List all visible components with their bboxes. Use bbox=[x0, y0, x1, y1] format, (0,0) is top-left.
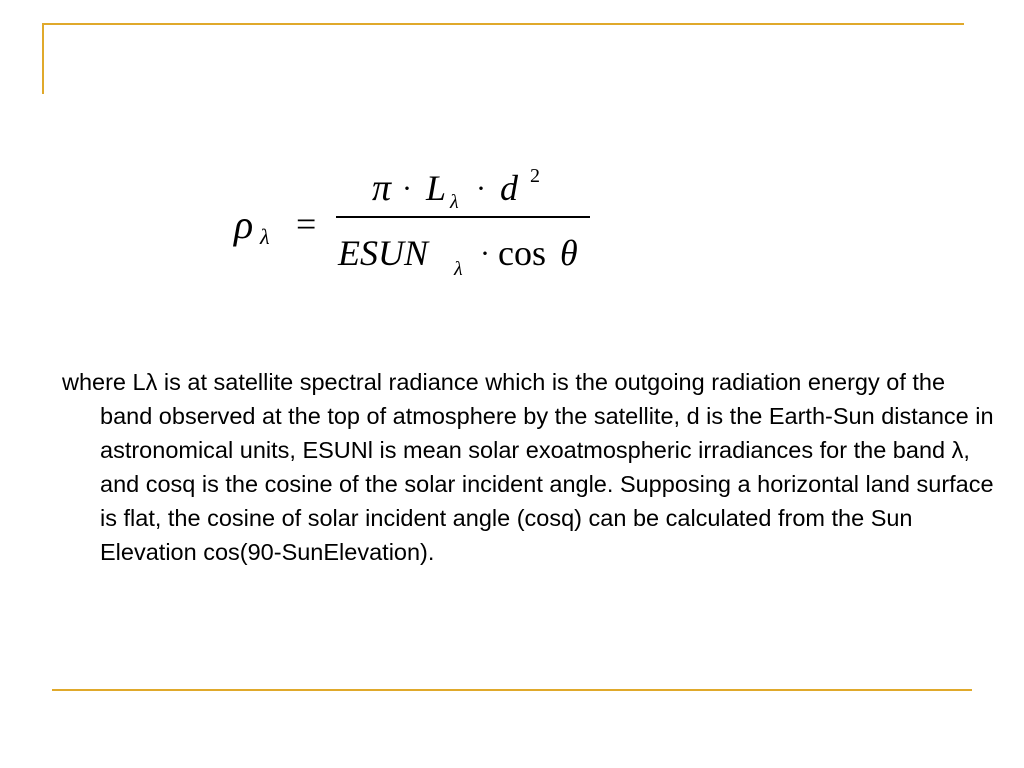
reflectance-equation bbox=[230, 160, 610, 280]
equals-sign: = bbox=[296, 204, 317, 244]
numerator-d: d bbox=[500, 168, 518, 208]
numerator-dot-2: · bbox=[476, 172, 486, 205]
rho-subscript: λ bbox=[260, 224, 270, 249]
explanation-paragraph: where Lλ is at satellite spectral radiance which is the outgoing radiation energy of the band observed at the top of atmosphere by the satellite, d is the Earth-Sun distance in astronomical units, ESUNl is mean solar exoatmospheric irradiances for the band λ, and cosq is the cosine of the solar incident angle. Supposing a horizontal land surface is flat, the cosine of solar incident angle (cosq) can be calculated from the Sun Elevation cos(90-SunElevation). bbox=[62, 369, 994, 565]
denominator-theta: θ bbox=[560, 233, 578, 273]
numerator-d-exponent: 2 bbox=[530, 165, 540, 187]
numerator-L: L bbox=[426, 168, 447, 208]
left-accent-line bbox=[42, 23, 44, 94]
numerator-pi: π bbox=[372, 167, 392, 209]
rho-symbol: ρ bbox=[234, 202, 254, 247]
top-accent-line bbox=[42, 23, 964, 25]
denominator-dot: · bbox=[480, 237, 490, 270]
denominator-cos: cos bbox=[498, 233, 546, 273]
bottom-accent-line bbox=[52, 689, 972, 691]
denominator-esun: ESUN bbox=[338, 233, 428, 273]
numerator-L-subscript: λ bbox=[450, 191, 459, 213]
numerator-dot-1: · bbox=[402, 172, 412, 205]
denominator-esun-subscript: λ bbox=[454, 258, 463, 280]
